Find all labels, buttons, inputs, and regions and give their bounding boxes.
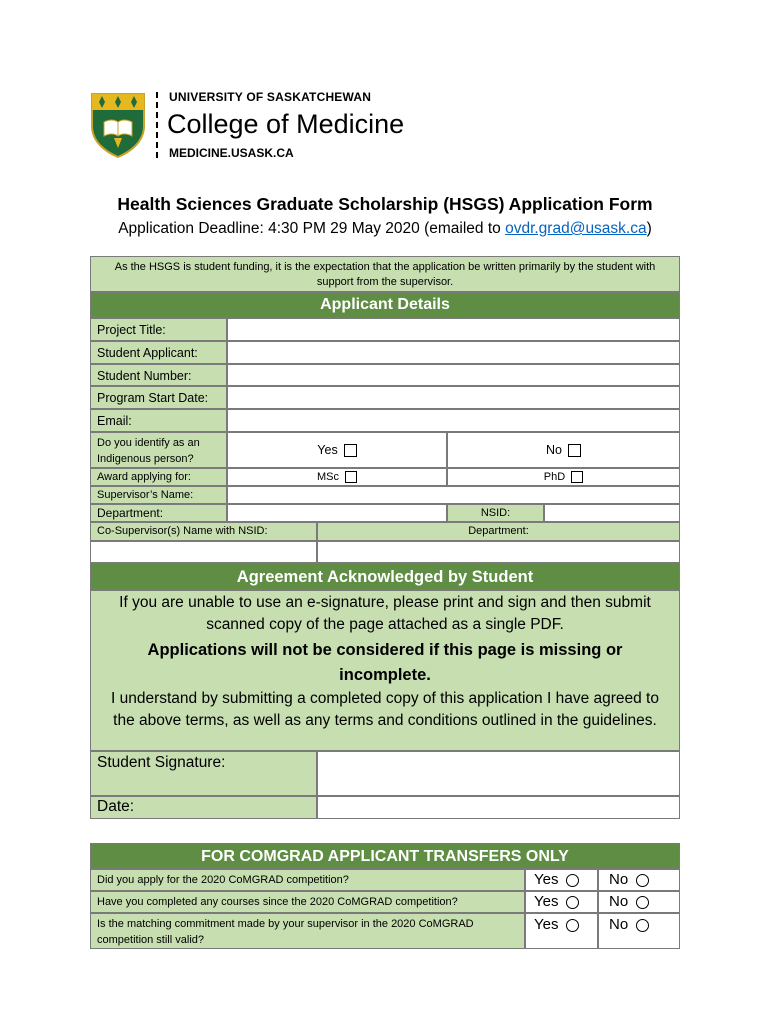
indigenous-no-checkbox[interactable] — [568, 444, 581, 457]
award-phd-cell — [447, 468, 680, 486]
award-label: Award applying for: — [90, 468, 227, 486]
project-title-label: Project Title: — [90, 318, 227, 341]
department-field[interactable] — [227, 504, 447, 522]
comgrad-q1-yes-radio[interactable] — [566, 874, 579, 887]
date-label: Date: — [90, 796, 317, 819]
comgrad-q2-no-label: No — [609, 893, 629, 910]
comgrad-q1-no-radio[interactable] — [636, 874, 649, 887]
co-supervisor-label: Co-Supervisor(s) Name with NSID: — [90, 522, 317, 541]
indigenous-yes-label: Yes — [317, 443, 338, 457]
indigenous-yes-cell — [227, 432, 447, 468]
project-title-field[interactable] — [227, 318, 680, 341]
comgrad-q2-yes-radio[interactable] — [566, 896, 579, 909]
award-msc-cell — [227, 468, 447, 486]
comgrad-q3-no — [598, 913, 680, 949]
student-applicant-field[interactable] — [227, 341, 680, 364]
indigenous-no-label: No — [546, 443, 562, 457]
date-field[interactable] — [317, 796, 680, 819]
comgrad-q3-yes-label: Yes — [534, 916, 559, 933]
logo-divider — [156, 92, 158, 158]
deadline-text: Application Deadline: 4:30 PM 29 May 2020 (emailed to — [118, 220, 506, 237]
program-start-field[interactable] — [227, 386, 680, 409]
comgrad-question-3: Is the matching commitment made by your supervisor in the 2020 CoMGRAD competition still valid? — [90, 913, 525, 949]
comgrad-q2-no — [598, 891, 680, 913]
comgrad-q3-yes — [525, 913, 598, 949]
indigenous-yes-checkbox[interactable] — [344, 444, 357, 457]
supervisor-field[interactable] — [227, 486, 680, 504]
university-crest-logo — [90, 92, 146, 158]
missing-page-warning: Applications will not be considered if this page is missing or incomplete. — [147, 641, 623, 684]
student-number-label: Student Number: — [90, 364, 227, 386]
comgrad-q3-no-radio[interactable] — [636, 919, 649, 932]
student-applicant-label: Student Applicant: — [90, 341, 227, 364]
comgrad-q3-yes-radio[interactable] — [566, 919, 579, 932]
comgrad-q1-no-label: No — [609, 871, 629, 888]
comgrad-question-1: Did you apply for the 2020 CoMGRAD competition? — [90, 869, 525, 891]
student-number-field[interactable] — [227, 364, 680, 386]
co-supervisor-department-field[interactable] — [317, 541, 680, 563]
deadline-email-link[interactable]: ovdr.grad@usask.ca — [505, 220, 647, 237]
comgrad-q2-yes — [525, 891, 598, 913]
university-name: UNIVERSITY OF SASKATCHEWAN — [169, 90, 372, 104]
award-phd-label: PhD — [543, 471, 566, 483]
indigenous-no-cell — [447, 432, 680, 468]
comgrad-heading: FOR COMGRAD APPLICANT TRANSFERS ONLY — [90, 843, 680, 869]
comgrad-q1-yes-label: Yes — [534, 871, 559, 888]
applicant-details-heading: Applicant Details — [90, 292, 680, 318]
e-signature-instructions: If you are unable to use an e-signature, please print and sign and then submit scanned copy of the page attached as a single PDF. — [119, 594, 651, 633]
college-name: College of Medicine — [167, 109, 405, 139]
deadline-close: ) — [646, 220, 652, 237]
agreement-body — [90, 590, 680, 751]
nsid-label: NSID: — [447, 504, 544, 522]
co-supervisor-department-label: Department: — [317, 522, 680, 541]
comgrad-question-2: Have you completed any courses since the 2020 CoMGRAD competition? — [90, 891, 525, 913]
comgrad-q1-no — [598, 869, 680, 891]
co-supervisor-field[interactable] — [90, 541, 317, 563]
form-title: Health Sciences Graduate Scholarship (HSGS) Application Form — [117, 194, 653, 214]
award-msc-checkbox[interactable] — [345, 471, 357, 483]
nsid-field[interactable] — [544, 504, 680, 522]
supervisor-label: Supervisor’s Name: — [90, 486, 227, 504]
award-phd-checkbox[interactable] — [571, 471, 583, 483]
student-funding-notice: As the HSGS is student funding, it is the expectation that the application be written primarily by the student with support from the supervisor. — [90, 256, 680, 292]
award-msc-label: MSc — [317, 471, 339, 483]
agreement-heading: Agreement Acknowledged by Student — [90, 563, 680, 590]
email-label: Email: — [90, 409, 227, 432]
application-deadline — [90, 220, 680, 238]
email-field[interactable] — [227, 409, 680, 432]
department-label: Department: — [90, 504, 227, 522]
terms-acknowledgement: I understand by submitting a completed copy of this application I have agreed to the above terms, as well as any terms and conditions outlined in the guidelines. — [110, 690, 659, 729]
comgrad-q1-yes — [525, 869, 598, 891]
signature-field[interactable] — [317, 751, 680, 796]
comgrad-q2-yes-label: Yes — [534, 893, 559, 910]
college-website: MEDICINE.USASK.CA — [169, 146, 294, 160]
comgrad-q3-no-label: No — [609, 916, 629, 933]
indigenous-label: Do you identify as an Indigenous person? — [90, 432, 227, 468]
comgrad-q2-no-radio[interactable] — [636, 896, 649, 909]
program-start-label: Program Start Date: — [90, 386, 227, 409]
signature-label: Student Signature: — [90, 751, 317, 796]
